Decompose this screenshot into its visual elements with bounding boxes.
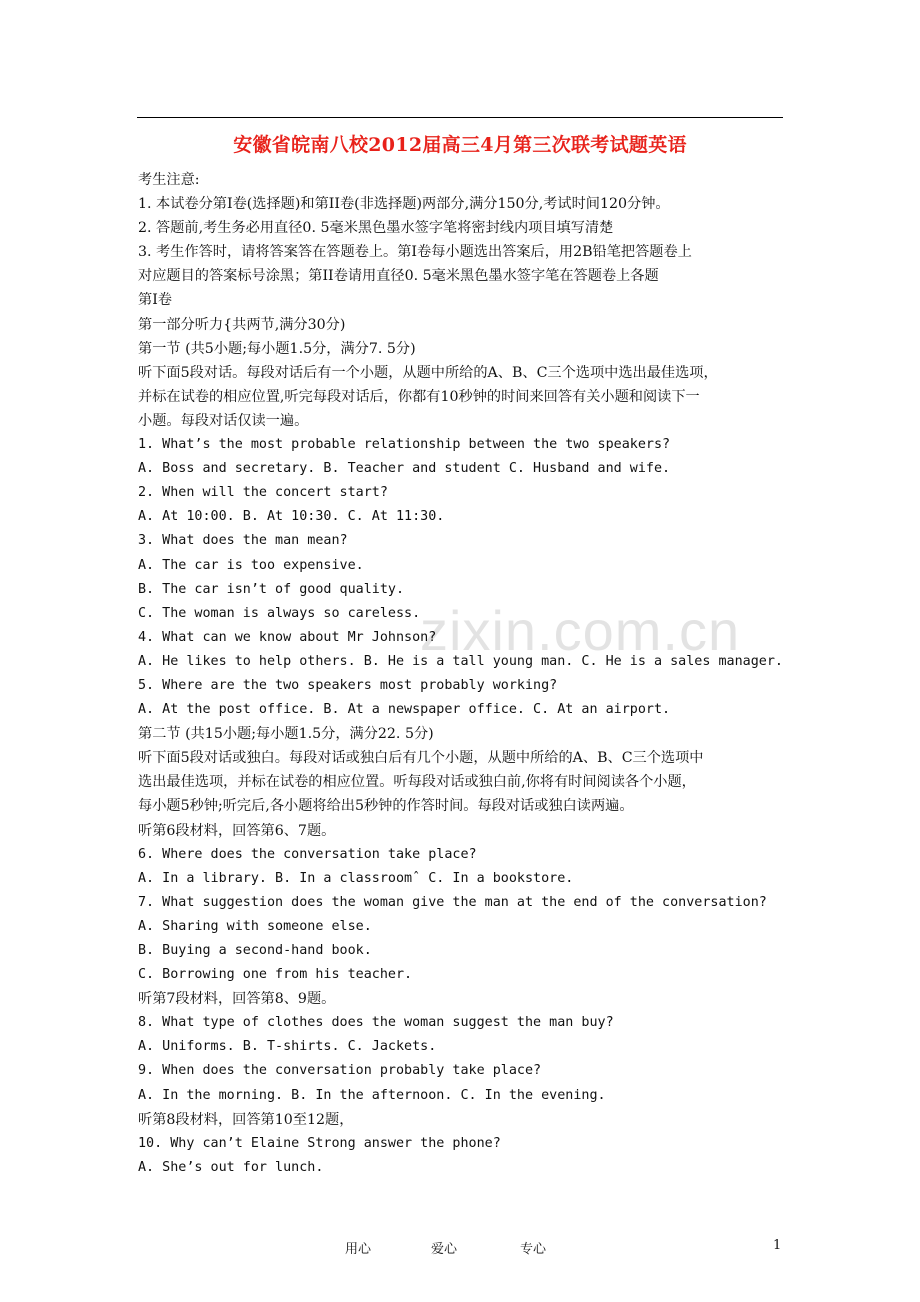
- question-line: 6. Where does the conversation take place?: [138, 846, 477, 862]
- question-line: 7. What suggestion does the woman give the man at the end of the conversation?: [138, 894, 767, 910]
- text-line: 听下面5段对话。每段对话后有一个小题，从题中所给的A、B、C三个选项中选出最佳选项，: [138, 364, 718, 381]
- text-line: 小题。每段对话仅读一遍。: [138, 412, 309, 429]
- question-line: A. He likes to help others. B. He is a tall young man. C. He is a sales manager.: [138, 653, 783, 669]
- question-line: A. In a library. B. In a classroomˆ C. In a bookstore.: [138, 870, 574, 886]
- question-line: 10. Why can’t Elaine Strong answer the phone?: [138, 1135, 501, 1151]
- question-line: 5. Where are the two speakers most probably working?: [138, 677, 558, 693]
- question-line: 3. What does the man mean?: [138, 533, 348, 549]
- text-line: 1. 本试卷分第Ⅰ卷(选择题)和第II卷(非选择题)两部分,满分150分,考试时间120分钟。: [138, 196, 670, 213]
- text-line: 第一部分听力{共两节,满分30分): [138, 316, 346, 333]
- watermark: zixin.com.cn: [420, 599, 741, 662]
- text-line: 每小题5秒钟;听完后,各小题将给出5秒钟的作答时间。每段对话或独白读两遍。: [138, 798, 634, 815]
- question-line: A. At 10:00. B. At 10:30. C. At 11:30.: [138, 509, 445, 525]
- question-line: C. Borrowing one from his teacher.: [138, 967, 413, 983]
- question-line: 9. When does the conversation probably take place?: [138, 1063, 542, 1079]
- text-line: 并标在试卷的相应位置,听完每段对话后，你都有10秒钟的时间来回答有关小题和阅读下一: [138, 388, 700, 405]
- text-line: 听第8段材料，回答第10至12题，: [138, 1111, 354, 1128]
- text-line: 第一节 (共5小题;每小题1.5分，满分7. 5分): [138, 340, 416, 357]
- text-line: 考生注意:: [138, 172, 200, 188]
- footer-left: 用心: [345, 1242, 372, 1257]
- page-title: 安徽省皖南八校2012届高三4月第三次联考试题英语: [233, 134, 687, 156]
- text-line: 听下面5段对话或独白。每段对话或独白后有几个小题，从题中所给的A、B、C三个选项中: [138, 750, 704, 767]
- text-line: 听第6段材料，回答第6、7题。: [138, 822, 336, 839]
- question-line: 8. What type of clothes does the woman suggest the man buy?: [138, 1015, 614, 1031]
- text-line: 选出最佳选项，并标在试卷的相应位置。听每段对话或独白前,你将有时间阅读各个小题，: [138, 774, 696, 791]
- header-rule: [137, 117, 783, 118]
- question-line: B. Buying a second-hand book.: [138, 943, 372, 958]
- text-line: 听第7段材料，回答第8、9题。: [138, 991, 336, 1008]
- text-line: 对应题目的答案标号涂黑；第II卷请用直径0. 5毫米黑色墨水签字笔在答题卷上各题: [138, 268, 659, 285]
- question-line: A. Boss and secretary. B. Teacher and student C. Husband and wife.: [138, 461, 671, 477]
- question-line: C. The woman is always so careless.: [138, 605, 421, 621]
- page-number: 1: [773, 1238, 782, 1253]
- text-line: 2. 答题前,考生务必用直径0. 5毫米黑色墨水签字笔将密封线内项目填写清楚: [138, 220, 614, 237]
- text-line: 3. 考生作答时，请将答案答在答题卷上。第Ⅰ卷每小题选出答案后，用2B铅笔把答题卷上: [138, 244, 692, 261]
- text-line: 第二节 (共15小题;每小题1.5分，满分22. 5分): [138, 726, 434, 743]
- question-line: 4. What can we know about Mr Johnson?: [138, 629, 437, 645]
- question-line: A. She’s out for lunch.: [138, 1159, 324, 1175]
- question-line: A. In the morning. B. In the afternoon. C. In the evening.: [138, 1087, 606, 1103]
- question-line: A. Sharing with someone else.: [138, 918, 372, 934]
- footer-right: 专心: [520, 1242, 547, 1257]
- question-line: A. At the post office. B. At a newspaper office. C. At an airport.: [138, 702, 671, 718]
- text-line: 第Ⅰ卷: [138, 292, 172, 309]
- footer-middle: 爱心: [431, 1242, 458, 1257]
- question-line: A. The car is too expensive.: [138, 557, 364, 573]
- question-line: 2. When will the concert start?: [138, 485, 388, 501]
- document-body: [138, 168, 788, 1180]
- question-line: B. The car isn’t of good quality.: [138, 581, 405, 597]
- question-line: 1. What’s the most probable relationship between the two speakers?: [138, 437, 671, 453]
- question-line: A. Uniforms. B. T-shirts. C. Jackets.: [138, 1039, 437, 1055]
